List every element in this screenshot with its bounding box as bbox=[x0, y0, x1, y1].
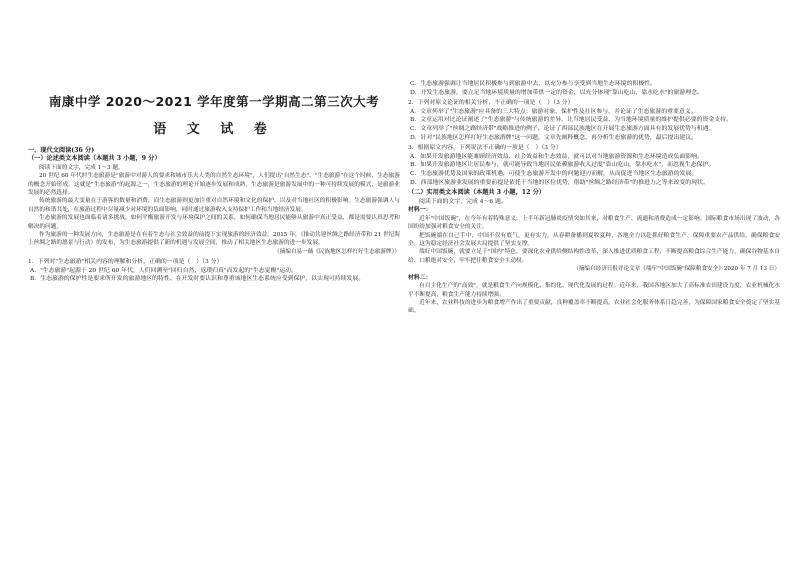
material-2-label: 材料二： bbox=[408, 273, 432, 281]
material-paragraph: 近年"中国饭碗"，在今年有着特殊意义。上半年新冠肺炎疫情突如其来，对粮食生产、流通和消费造成一定影响。国际粮食市场出现了波动，各国纷纷加强对粮食安全的关注。 bbox=[408, 215, 780, 231]
exam-subtitle: 语 文 试 卷 bbox=[153, 122, 275, 137]
instruction-text-2: 阅读下面的文字，完成 4～6 题。 bbox=[419, 198, 507, 205]
subsection-heading: （一）论述类文本阅读（本题共 3 小题，9 分） bbox=[28, 155, 161, 163]
material-paragraph: 近年来，农业科技的进步为粮食增产作出了重要贡献，良种覆盖率不断提高，农业社会化服务体系日趋完善，为保障国家粮食安全奠定了坚实基础。 bbox=[408, 299, 780, 315]
passage-paragraph: 传统旅游的最大变量在于游客的数量和消费，而生态旅游则更加注重对自然环境和文化的保护，以及对当地社区的积极影响。生态旅游强调人与自然的和谐共处，在旅游过程中尽量减少对环境的负面影响，同时通过旅游收入支持保护工作和当地经济发展。 bbox=[28, 198, 400, 213]
exam-title: 南康中学 2020～2021 学年度第一学期高二第三次大考 bbox=[48, 94, 380, 109]
question-1-option-b: B．生态旅游的保护性是要求所开发的旅游地区的特性、在开发时要认识和尊重该地区生态系统应受到保护，以实现可持续发展。 bbox=[30, 276, 365, 283]
question-1-option-a: A．"生态旅游"起源于 20 世纪 60 年代，人们回溯至"回归自然，返璞归真"而发起的"生态觉醒"运动。 bbox=[30, 267, 297, 274]
section-heading: 一、现代文阅读(36 分) bbox=[28, 147, 95, 154]
reading-section bbox=[28, 147, 400, 284]
question-2: 2．下列对原文论证的相关分析，不正确的一项是（ ）（3 分） bbox=[408, 100, 574, 107]
question-1-option-d: D．开发生态旅游，要立足当地环境质量的增加带供一定的资金，以充分体现"靠山吃山、靠水吃水"的旅游理念。 bbox=[410, 89, 703, 96]
question-3: 3．根据原文内容，下列说法不正确的一项是（ ）（3 分） bbox=[408, 145, 562, 152]
question-3-option-d: D．西部地区旅游业发展的重要前提是依托于当地的区位优势，借助"丝绸之路经济带"的推进力之等来改变的现状。 bbox=[410, 179, 709, 186]
instruction-text: 阅读下面的文字，完成 1～3 题。 bbox=[39, 164, 124, 171]
passage-paragraph: 作为旅游的一种发展方向，生态旅游是在有着生态与社会效益的前提下实现旅游的经济效益。2015 年，《推动共建丝绸之路经济带和 21 世纪海上丝绸之路的愿景与行动》的发布，为生态旅游提供了新的机遇与发展空间，推动了相关地区生态旅游的进一步发展。 bbox=[28, 232, 400, 247]
question-3-option-b: B．如果开发旅游地区让居民参与，就可能导致当地居民依赖旅游收入过度"靠山吃山，靠水吃水"，而忽视生态保护。 bbox=[410, 162, 715, 169]
material-1-label: 材料一： bbox=[408, 206, 432, 214]
question-2-option-d: D．针对"民族地区怎样打好生态旅游牌"这一问题，文章先阐释概念，再分析生态旅游的优势，最后提出建议。 bbox=[410, 134, 698, 141]
question-2-option-b: B．文章运用对比论证阐述了"生态旅游"与传统旅游的差异，让当地居民受益、为当地环境质量的维护提供必要的资金支持。 bbox=[410, 117, 732, 124]
left-column bbox=[28, 0, 400, 284]
right-column bbox=[408, 80, 780, 316]
question-2-option-c: C．文章列举了"丝绸之路经济带"战略推进的例子，论证了西部民族地区在开展生态旅游方面具有的发展优势与机遇。 bbox=[410, 125, 715, 132]
passage-paragraph: 20 世纪 60 年代时生态旅游是"旅游中对游人的要求和城市乐夫人类的自然生态环境"，人们提出"自然生态"、"生态旅游"在这个时候，生态旅游的概念开始形成，这就是"生态旅游"的起源之一，生态旅游的理论开始逐步发展和成熟，生态旅游是旅游发展中的一种可持续发展的模式，是旅游业发展的必然选择。 bbox=[28, 173, 400, 197]
passage-paragraph: 生态旅游的发展也面临着诸多挑战，如何平衡旅游开发与环境保护之间的关系，如何确保当地居民能够从旅游中真正受益，都是需要认真思考和解决的问题。 bbox=[28, 215, 400, 230]
subsection-heading-2: （二）实用类文本阅读（本题共 3 小题，12 分） bbox=[408, 189, 545, 197]
question-1-option-c: C．生态旅游强调让当地居民积极参与到旅游中去，以充分参与享受到当地生态环境的积极性。 bbox=[410, 81, 657, 87]
material-paragraph: 有自主化生产的"高效"，就是粮食生产向规模化、集约化、现代化发展的过程。近年来，我国各地区加大了高标准农田建设力度，农业机械化水平不断提高，粮食生产能力持续增强。 bbox=[408, 283, 780, 298]
question-1: 1．下列对"生态旅游"相关内容的理解和分析，正确的一项是（ ）（3 分） bbox=[28, 259, 223, 266]
question-2-option-a: A．文章列举了"生态旅游"应具备的三大特点：旅游对象、保护性及社区参与，并论证了生态旅游的重要意义。 bbox=[410, 108, 697, 115]
material-paragraph: 把饭碗端在自己手中，中国不仅有底气，更有实力。从春耕备播到夏收夏种，各地全力以赴抓好粮食生产，保障重要农产品供给，确保粮食安全。这为稳定经济社会发展大局提供了坚实支撑。 bbox=[408, 232, 780, 247]
passage-source: （摘编自易一薇《民族地区怎样打好生态旅游牌》） bbox=[274, 248, 400, 255]
material-paragraph: 端好中国饭碗，就要立足于"国内"特色，要深化农业供给侧结构性改革，深入推进优质粮食工程，不断提高粮食综合生产能力，确保谷物基本自给、口粮绝对安全，牢牢把住粮食安全主动权。 bbox=[408, 249, 780, 264]
material-1-source: （摘编自经济日报评论文章《端牢"中国饭碗"保障粮食安全》2020 年 7 月 13 日） bbox=[573, 266, 780, 273]
question-3-option-c: C．生态旅游优势及国家的政策机遇，可使生态旅游开发中的问题迎刃而解，从而促进当地区生态旅游的发展。 bbox=[410, 170, 698, 177]
question-3-option-a: A．如果开发旅游地区能兼顾经济效益、社会效益和生态效益，就可以对当地旅游资源和生态环境造成负面影响。 bbox=[410, 153, 703, 160]
